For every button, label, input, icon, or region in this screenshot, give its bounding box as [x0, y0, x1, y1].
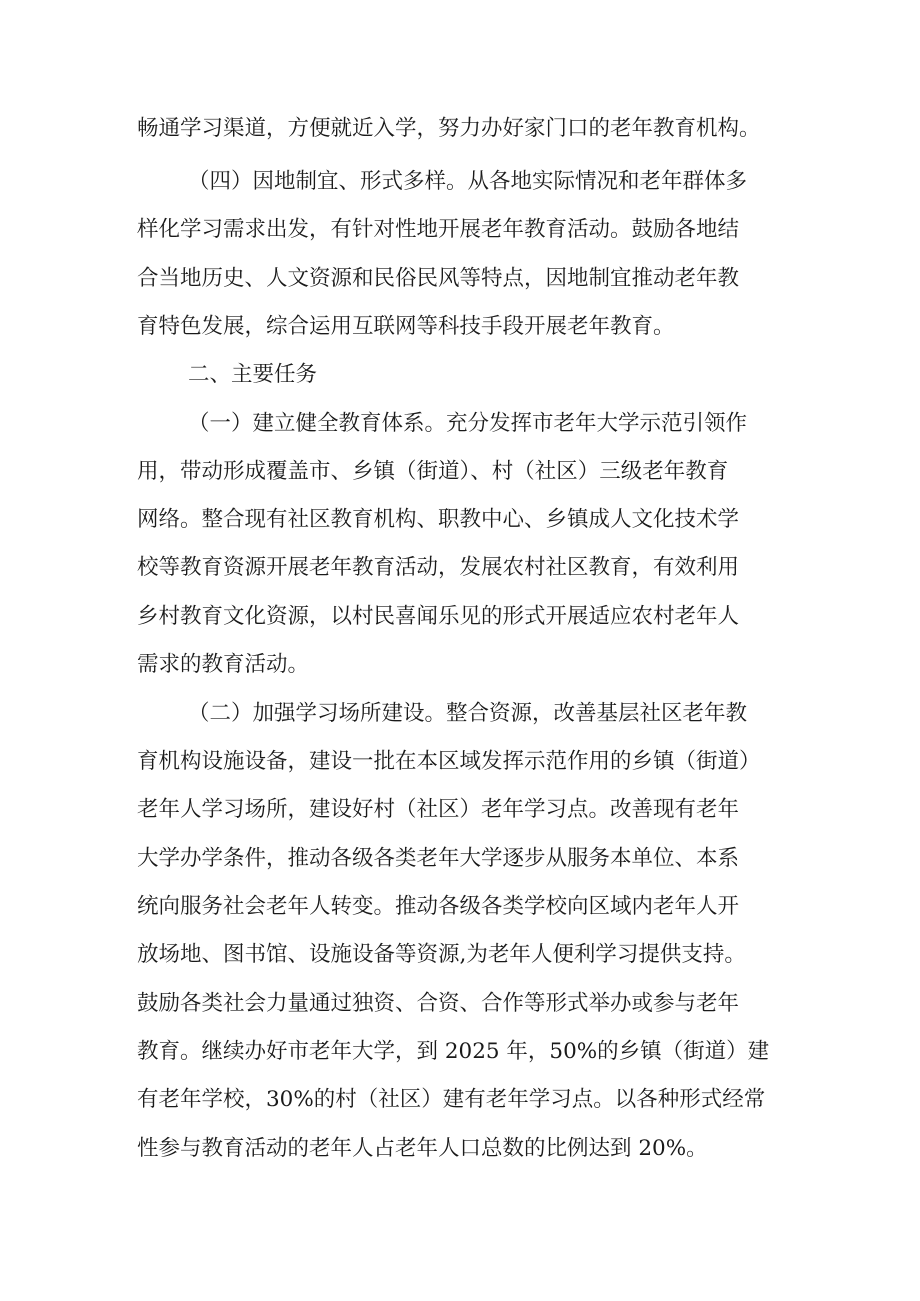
text-line: 需求的教育活动。	[137, 652, 310, 677]
text-line: 合当地历史、人文资源和民俗民风等特点，因地制宜推动老年教	[137, 266, 740, 291]
text-line: 大学办学条件，推动各级各类老年大学逐步从服务本单位、本系	[137, 846, 740, 871]
text-line: 用，带动形成覆盖市、乡镇（街道）、村（社区）三级老年教育	[137, 459, 729, 484]
text-line: （一）建立健全教育体系。充分发挥市老年大学示范引领作	[188, 411, 748, 436]
text-line: 育机构设施设备，建设一批在本区域发挥示范作用的乡镇（街道）	[137, 749, 761, 774]
text-line: 放场地、图书馆、设施设备等资源,为老年人便利学习提供支持。	[137, 942, 746, 967]
text-line: 乡村教育文化资源，以村民喜闻乐见的形式开展适应农村老年人	[137, 604, 740, 629]
text-line: 统向服务社会老年人转变。推动各级各类学校向区域内老年人开	[137, 894, 740, 919]
text-line: 校等教育资源开展老年教育活动，发展农村社区教育，有效利用	[137, 555, 740, 580]
text-line: 育特色发展，综合运用互联网等科技手段开展老年教育。	[137, 314, 675, 339]
text-line: 性参与教育活动的老年人占老年人口总数的比例达到 20%。	[137, 1136, 708, 1161]
text-line: 有老年学校，30%的村（社区）建有老年学习点。以各种形式经常	[137, 1087, 766, 1112]
text-line: 网络。整合现有社区教育机构、职教中心、乡镇成人文化技术学	[137, 507, 740, 532]
text-line: 老年人学习场所，建设好村（社区）老年学习点。改善现有老年	[137, 797, 740, 822]
text-line: 畅通学习渠道，方便就近入学，努力办好家门口的老年教育机构。	[137, 116, 761, 141]
section-heading: 二、主要任务	[188, 362, 318, 387]
text-line: 鼓励各类社会力量通过独资、合资、合作等形式举办或参与老年	[137, 991, 740, 1016]
text-line: 教育。继续办好市老年大学，到 2025 年，50%的乡镇（街道）建	[137, 1039, 770, 1064]
text-line: 样化学习需求出发，有针对性地开展老年教育活动。鼓励各地结	[137, 217, 740, 242]
text-line: （四）因地制宜、形式多样。从各地实际情况和老年群体多	[188, 169, 748, 194]
text-line: （二）加强学习场所建设。整合资源，改善基层社区老年教	[188, 701, 748, 726]
